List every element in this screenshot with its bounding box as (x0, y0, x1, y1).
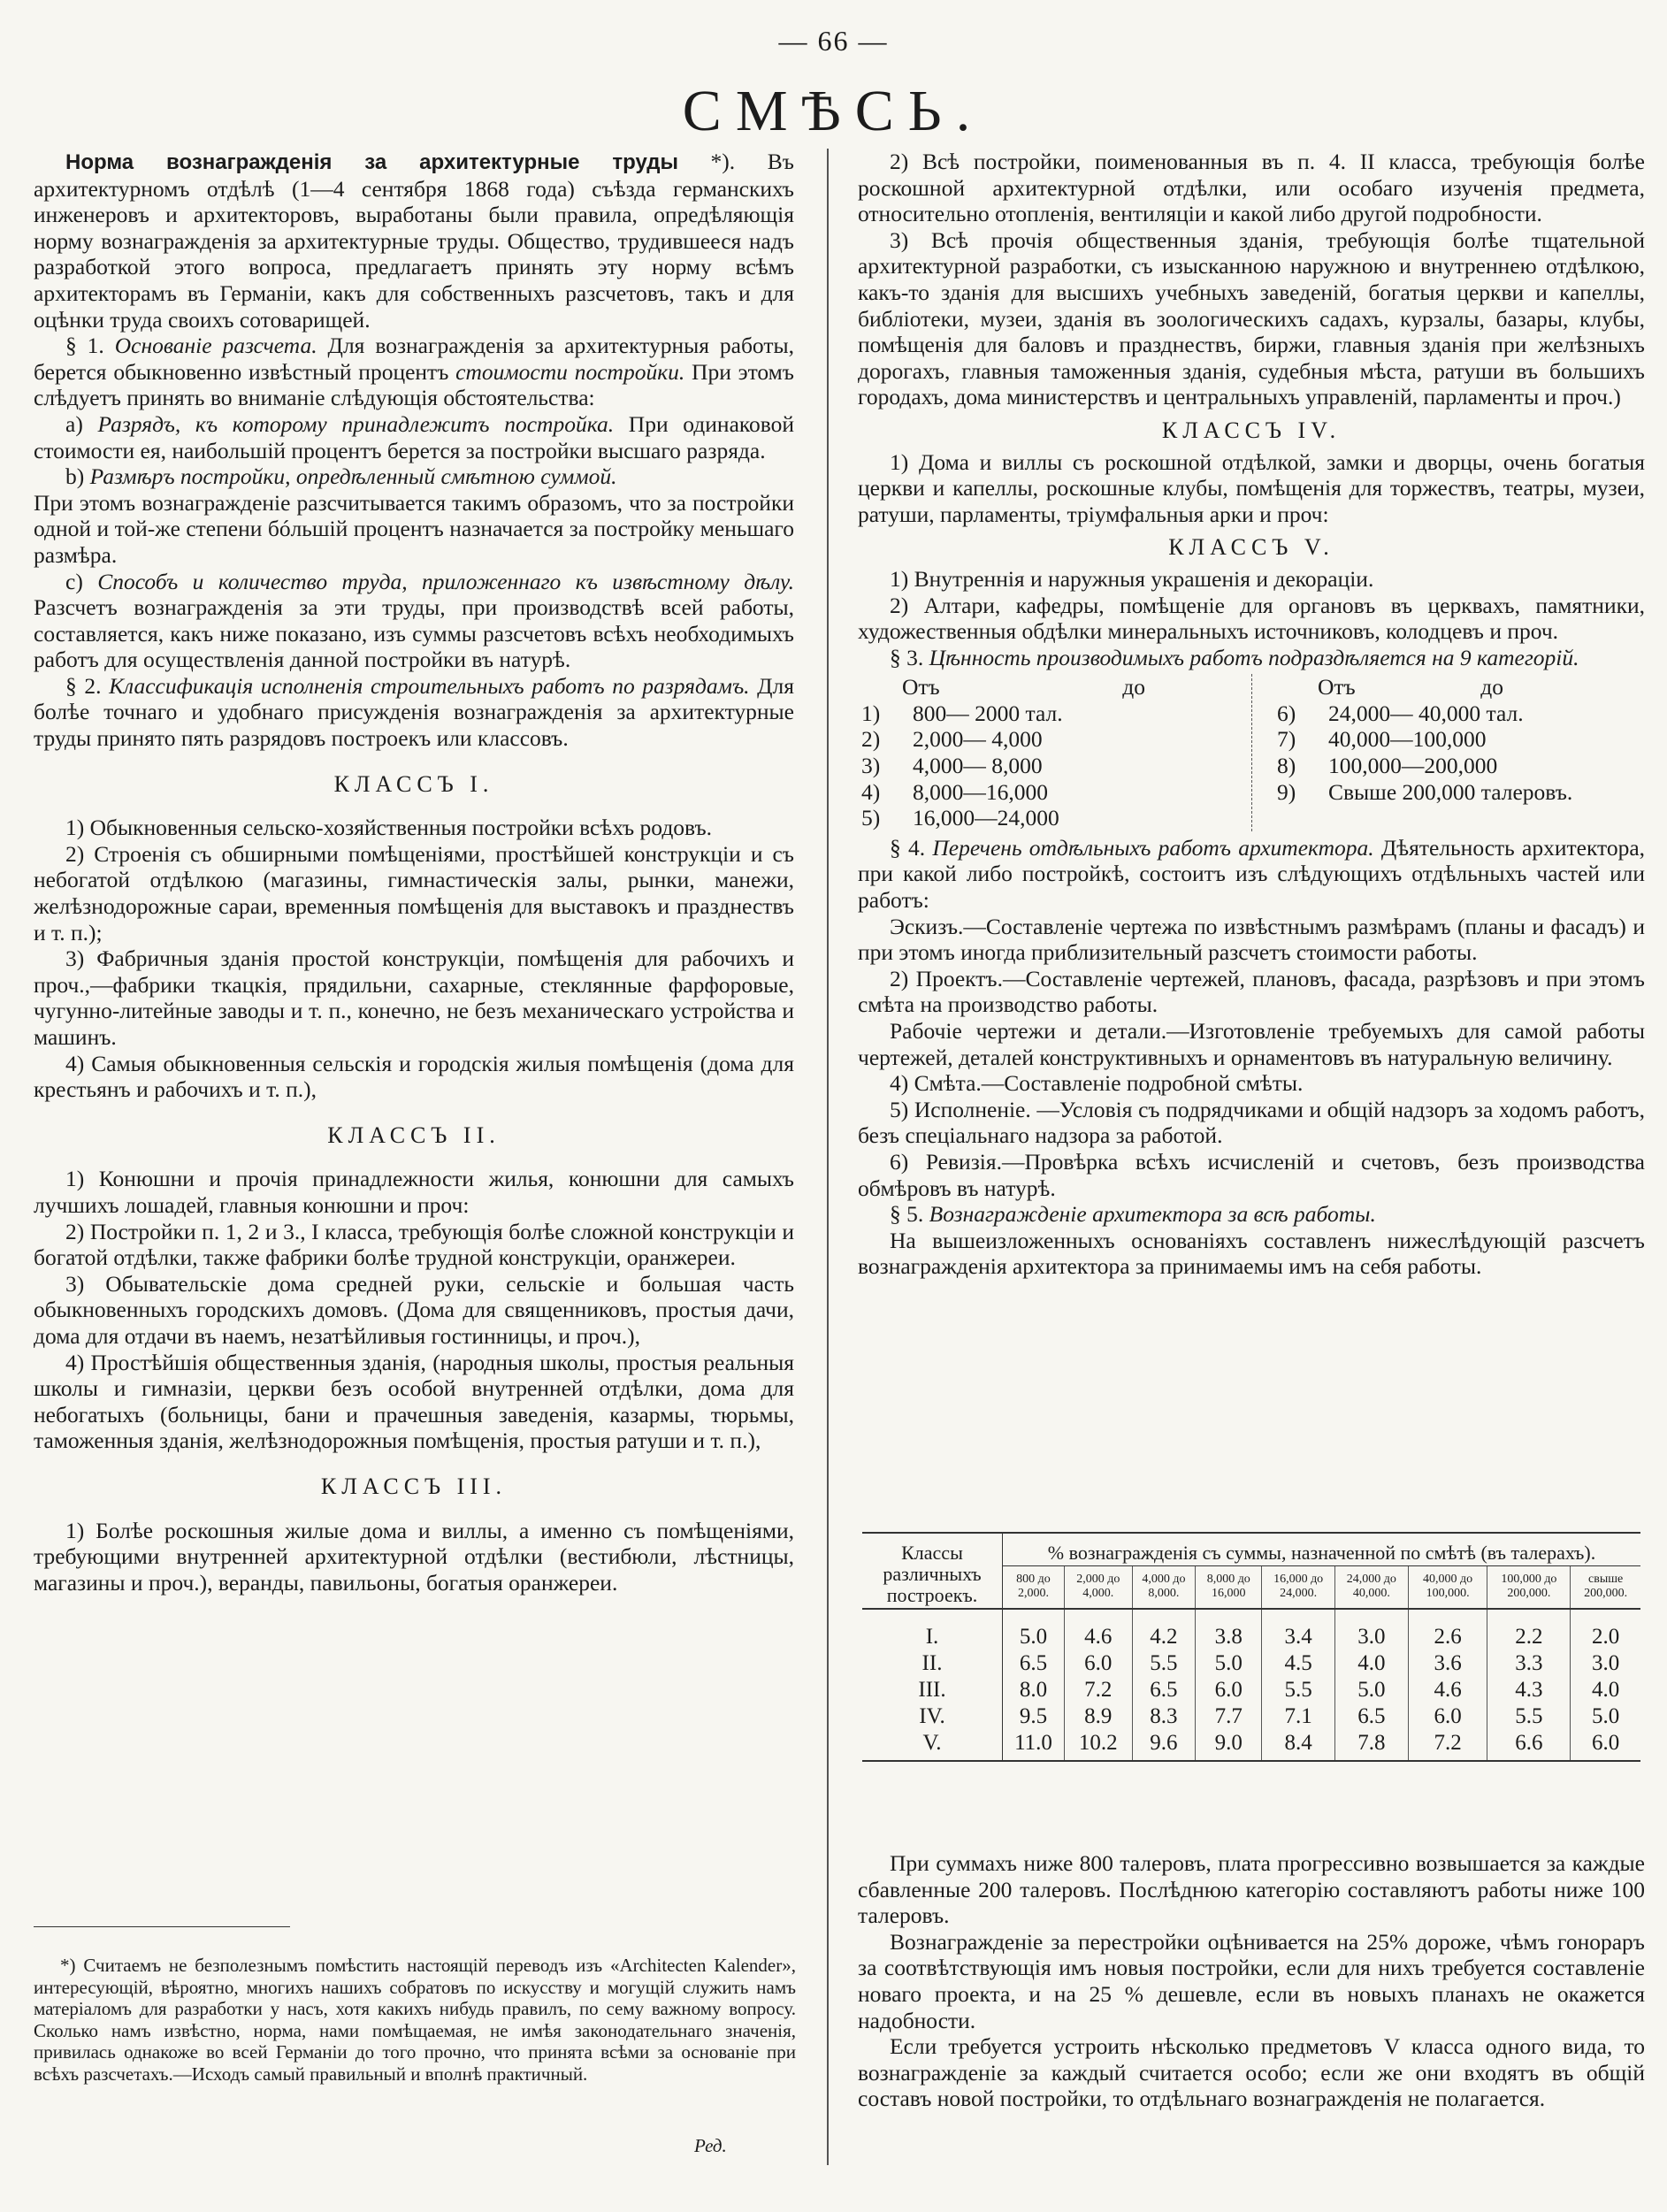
page-title: СМѢСЬ. (682, 79, 985, 143)
category-row: 9) Свыше 200,000 талеровъ. (1277, 778, 1573, 805)
category-row: 5) 16,000—24,000 (861, 805, 1059, 831)
right-column (858, 149, 1645, 1280)
intro-paragraph: Норма вознагражденія за архитектурные труды *). Въ архитектурномъ отдѣлѣ (1—4 сентября 1868 года) съѣзда германскихъ инженеровъ и архитекторовъ, выработаны были правила, опредѣляющія норму вознагражденія за архитектурные труды. Общество, трудившееся надъ разработкой этого вопроса, предлагаетъ принять эту норму всѣмъ архитекторамъ въ Германіи, какъ для собственныхъ разсчетовъ, такъ и для оцѣнки труда своихъ сотоварищей. (34, 149, 794, 333)
section-2: § 2. Классификація исполненія строительныхъ работъ по разрядамъ. Для болѣе точнаго и удобнаго присужденія вознагражденія за архитектурные труды принято пять разрядовъ построекъ или классовъ. (34, 672, 795, 752)
table-row: IV. 9.5 8.9 8.3 7.7 7.1 6.5 6.0 5.5 5.0 (862, 1703, 1640, 1730)
class-3-item: 2) Всѣ постройки, поименованныя въ п. 4. II класса, требующія болѣе роскошной архитектурной отдѣлки, или особаго изученія предмета, относительно отопленія, вентиляціи и какой либо другой подробности. (858, 149, 1645, 227)
table-row: V. 11.0 10.2 9.6 9.0 8.4 7.8 7.2 6.6 6.0 (862, 1730, 1640, 1761)
section-4: § 4. Перечень отдѣльныхъ работъ архитектора. Дѣятельность архитектора, при какой либо постройкѣ, состоитъ изъ слѣдующихъ отдѣльныхъ частей или работъ: (858, 834, 1646, 914)
table-col-header: 800 до 2,000. (1003, 1566, 1065, 1609)
table-col-header: 8,000 до 16,000 (1196, 1566, 1262, 1609)
section-1: § 1. Основаніе разсчета. Для вознагражденія за архитектурныя работы, берется обыкновенно извѣстный процентъ стоимости постройки. При этомъ слѣдуетъ принять во вниманіе слѣдующія обстоятельства: (34, 333, 794, 411)
item-a: a) Разрядъ, къ которому принадлежитъ постройка. При одинаковой стоимости ея, наибольшій процентъ берется за постройки высшаго разряда. (34, 410, 794, 463)
categories-left: Отъ до 1) 800— 2000 тал. 2) 2,000— 4,000 3) 4,000— 8,000 4) 8,000—16,000 5) 16,000—24,000 (858, 674, 1251, 831)
table-col-header: 100,000 до 200,000. (1487, 1566, 1571, 1609)
table-col-header: свыше 200,000. (1571, 1566, 1640, 1609)
category-row: 3) 4,000— 8,000 (861, 753, 1043, 779)
table-row: I. 5.0 4.6 4.2 3.8 3.4 3.0 2.6 2.2 2.0 (862, 1609, 1640, 1650)
work-item: Эскизъ.—Составленіе чертежа по извѣстнымъ размѣрамъ (планы и фасадъ) и при этомъ иногда приблизительный разсчетъ стоимости работы. (858, 913, 1645, 966)
column-divider (827, 149, 829, 2165)
table-col-header: 4,000 до 8,000. (1132, 1566, 1196, 1609)
class-2-item: 4) Простѣйшія общественныя зданія, (народныя школы, простыя реальныя школы и гимназіи, церкви безъ особой внутренней отдѣлки, дома для небогатыхъ (больницы, бани и прачешныя заведенія, казармы, тюрьмы, таможенныя зданія, желѣзнодорожныя помѣщенія, простыя ратуши и т. п.), (34, 1349, 794, 1454)
intro-heading: Норма вознагражденія за архитектурные труды (65, 150, 678, 174)
work-item: Рабочіе чертежи и детали.—Изготовленіе требуемыхъ для самой работы чертежей, деталей конструктивныхъ и орнаментовъ въ натуральную величину. (858, 1018, 1645, 1070)
class-2-item: 3) Обывательскіе дома средней руки, сельскіе и большая часть обыкновенныхъ городскихъ домовъ. (Дома для священниковъ, простыя дачи, дома для отдачи въ наемъ, незатѣйливыя гостинницы, и проч.), (34, 1270, 794, 1349)
category-row: 7) 40,000—100,000 (1277, 726, 1487, 753)
class-1-item: 1) Обыкновенныя сельско-хозяйственныя постройки всѣхъ родовъ. (65, 815, 713, 841)
page-number: — 66 — (778, 25, 889, 57)
class-3-item: 3) Всѣ прочія общественныя зданія, требующія болѣе тщательной архитектурной разработки, съ изысканною наружною и внутреннею отдѣлкою, какъ-то зданія для высшихъ учебныхъ заведеній, богатыя церкви и капеллы, библіотеки, музеи, зданія въ зоологическихъ садахъ, курзалы, базары, клубы, помѣщенія для баловъ и празднествъ, биржи, главныя зданія при желѣзныхъ дорогахъ, главныя таможенныя зданія, судебныя мѣста, ратуши въ большихъ городахъ, дома министерствъ и центральныхъ управленій, парламенты и проч.) (858, 226, 1645, 410)
class-1-item: 2) Строенія съ обширными помѣщеніями, простѣйшей конструкціи и съ небогатой отдѣлкою (магазины, гимнастическія залы, рынки, манежи, желѣзнодорожные сараи, временныя помѣщенія для выставокъ и празднествъ и т. п.); (34, 840, 794, 945)
table-col-header: 16,000 до 24,000. (1262, 1566, 1335, 1609)
class-3-item: 1) Болѣе роскошныя жилые дома и виллы, а именно съ помѣщеніями, требующими внутренней архитектурной отдѣлки (вестибюли, лѣстницы, магазины и проч.), веранды, павильоны, богатыя оранжереи. (34, 1517, 794, 1596)
note-paragraph: При суммахъ ниже 800 талеровъ, плата прогрессивно возвышается за каждые сбавленные 200 талеровъ. Послѣднюю категорію составляютъ работы ниже 100 талеровъ. (858, 1850, 1645, 1929)
class-5-item: 2) Алтари, кафедры, помѣщеніе для органовъ въ церквахъ, памятники, художественныя обдѣлки минеральныхъ источниковъ, колодцевъ и проч. (858, 592, 1645, 645)
footnote-rule (34, 1926, 290, 1927)
work-item: 2) Проектъ.—Составленіе чертежей, плановъ, фасада, разрѣзовъ и при этомъ смѣта на производство работы. (858, 965, 1645, 1018)
class-4-heading: КЛАССЪ IV. (1161, 417, 1342, 443)
work-item: 6) Ревизія.—Провѣрка всѣхъ исчисленій и счетовъ, безъ производства обмѣровъ въ натурѣ. (858, 1148, 1645, 1201)
left-column (34, 149, 794, 1596)
class-5-item: 1) Внутреннія и наружныя украшенія и декораціи. (890, 565, 1374, 592)
note-paragraph: Вознагражденіе за перестройки оцѣнивается на 25% дороже, чѣмъ гонораръ за соотвѣтствующія имъ новыя постройки, если для нихъ требуется составленіе новаго проекта, и на 25 % дешевле, если въ новыхъ планахъ не окажется надобности. (858, 1928, 1645, 2033)
footnote (34, 1955, 796, 2085)
table-col-header: 40,000 до 100,000. (1408, 1566, 1487, 1609)
table-column-group: % вознагражденія съ суммы, назначенной по смѣтѣ (въ талерахъ). (1003, 1533, 1641, 1566)
fee-table (862, 1532, 1640, 1762)
section-1-title: Основаніе разсчета. (114, 333, 317, 359)
table-col-header: 2,000 до 4,000. (1064, 1566, 1132, 1609)
class-2-item: 2) Постройки п. 1, 2 и 3., I класса, требующія болѣе сложной конструкціи и богатой отдѣлки, также фабрики болѣе трудной конструкціи, оранжереи. (34, 1218, 794, 1271)
class-5-heading: КЛАССЪ V. (1168, 534, 1334, 561)
category-row: 8) 100,000—200,000 (1277, 753, 1498, 779)
table-col-header: 24,000 до 40,000. (1334, 1566, 1408, 1609)
table-row-header: Классы различныхъ построекъ. (862, 1533, 1003, 1609)
value-categories (858, 674, 1645, 831)
class-1-item: 3) Фабричныя зданія простой конструкціи, помѣщенія для рабочихъ и проч.,—фабрики ткацкія, прядильни, сахарные, стеклянные фарфоровые, чугунно-литейные заводы и т. п., конечно, не безъ механическаго устройства и машинъ. (34, 945, 794, 1050)
section-5: § 5. Вознагражденіе архитектора за всѣ работы. (890, 1201, 1376, 1228)
item-b: b) Размѣръ постройки, опредѣленный смѣтною суммой. (65, 463, 617, 490)
class-1-item: 4) Самыя обыкновенныя сельскія и городскія жилыя помѣщенія (дома для крестьянъ и рабочихъ и т. п.), (34, 1050, 794, 1103)
footnote-text: *) Считаемъ не безполезнымъ помѣстить настоящій переводъ изъ «Architecten Kalender», интересующій, вѣроятно, многихъ нашихъ собратовъ по искусству и могущій служить намъ матеріаломъ для разработки у насъ, хотя какихъ нибудь правилъ, по сему важному вопросу. Сколько намъ извѣстно, норма, нами помѣщаемая, не имѣя законодательнаго значенія, привилась однакоже во всей Германіи до того прочно, что принята всѣми за основаніе при всѣхъ разсчетахъ.—Исходъ самый правильный и вполнѣ практичный. (34, 1955, 796, 2085)
table-row: III. 8.0 7.2 6.5 6.0 5.5 5.0 4.6 4.3 4.0 (862, 1677, 1640, 1703)
class-4-item: 1) Дома и виллы съ роскошной отдѣлкой, замки и дворцы, очень богатыя церкви и капеллы, роскошные клубы, помѣщенія для торжествъ, театры, музеи, ратуши, парламенты, тріумфальныя арки и проч: (858, 448, 1645, 527)
table-row: II. 6.5 6.0 5.5 5.0 4.5 4.0 3.6 3.3 3.0 (862, 1650, 1640, 1677)
category-row: 6) 24,000— 40,000 тал. (1277, 700, 1524, 726)
work-item: 4) Смѣта.—Составленіе подробной смѣты. (890, 1070, 1304, 1097)
category-row: 2) 2,000— 4,000 (861, 726, 1043, 753)
class-1-heading: КЛАССЪ I. (333, 770, 494, 797)
note-paragraph: Если требуется устроить нѣсколько предметовъ V класса одного вида, то вознагражденіе за каждый считается особо; если же они входятъ въ общій составъ новой постройки, то отдѣльнаго вознагражденія не полагается. (858, 2033, 1645, 2112)
class-2-item: 1) Конюшни и прочія принадлежности жилья, конюшни для самыхъ лучшихъ лошадей, главныя конюшни и проч: (34, 1166, 794, 1218)
editor-signature: Ред. (694, 2135, 727, 2156)
category-row: 1) 800— 2000 тал. (861, 700, 1063, 726)
section-3: § 3. Цѣнность производимыхъ работъ подраздѣляется на 9 категорій. (890, 644, 1579, 670)
item-b-text: При этомъ вознагражденіе разсчитывается такимъ образомъ, что за постройки одной и той-же степени бóльшій процентъ назначается за постройку меньшаго размѣра. (34, 489, 794, 568)
class-2-heading: КЛАССЪ II. (327, 1121, 501, 1148)
categories-right: Отъ до 6) 24,000— 40,000 тал. 7) 40,000—100,000 8) 100,000—200,000 9) Свыше 200,000 талеровъ. (1251, 674, 1645, 831)
section-5-text: На вышеизложенныхъ основаніяхъ составленъ нижеслѣдующій разсчетъ вознагражденія архитектора за принимаемы имъ на себя работы. (858, 1227, 1645, 1280)
work-item: 5) Исполненіе. —Условія съ подрядчиками и общій надзоръ за ходомъ работъ, безъ спеціальнаго надзора за работой. (858, 1096, 1645, 1149)
class-3-heading: КЛАССЪ III. (320, 1473, 508, 1499)
after-table-text (858, 1850, 1645, 2112)
item-c: c) Способъ и количество труда, приложеннаго къ извѣстному дѣлу. Разсчетъ вознагражденія за эти труды, при производствѣ всей работы, составляется, какъ ниже показано, изъ суммы разсчетовъ всѣхъ необходимыхъ работъ для осуществленія данной постройки въ натурѣ. (34, 568, 795, 673)
category-row: 4) 8,000—16,000 (861, 778, 1048, 805)
